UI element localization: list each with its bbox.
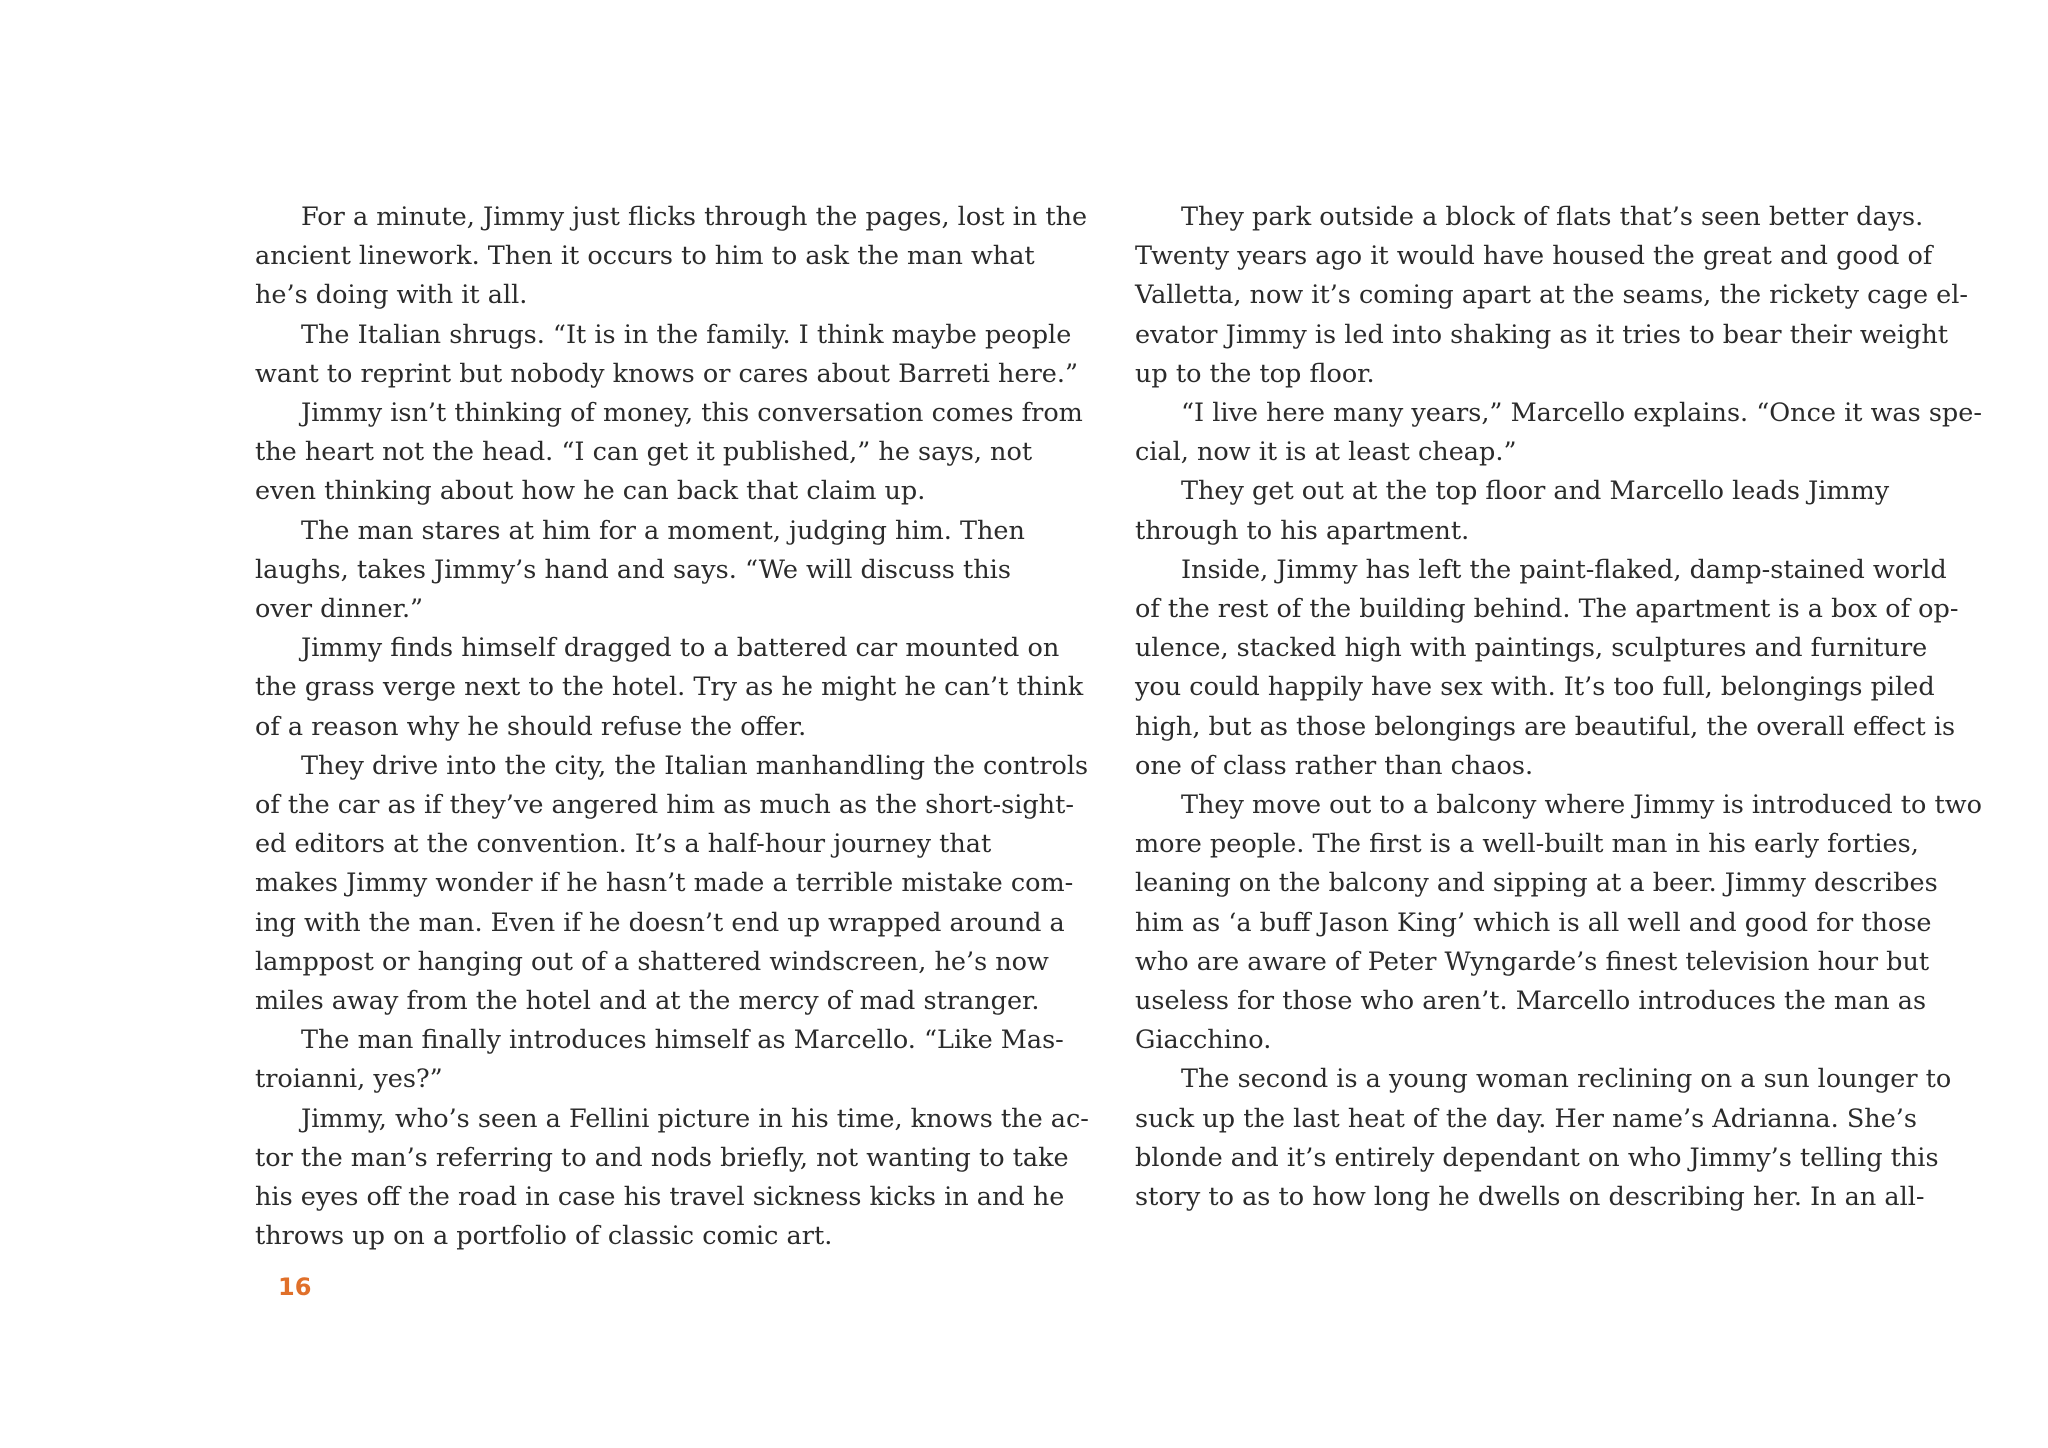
text-line: even thinking about how he can back that claim up. [255, 476, 926, 507]
text-line: of the rest of the building behind. The apartment is a box of op- [1135, 594, 1959, 625]
text-line: suck up the last heat of the day. Her name’s Adrianna. She’s [1135, 1103, 1917, 1134]
text-line: through to his apartment. [1135, 515, 1470, 546]
left-page-text [255, 198, 1089, 1256]
text-line: They move out to a balcony where Jimmy is introduced to two [1181, 790, 1982, 821]
text-line: They park outside a block of flats that’s seen better days. [1181, 202, 1924, 232]
text-line: They get out at the top floor and Marcello leads Jimmy [1181, 476, 1890, 507]
text-line: ed editors at the convention. It’s a half-hour journey that [255, 829, 992, 860]
text-line: high, but as those belongings are beautiful, the overall effect is [1135, 711, 1956, 742]
text-line: Jimmy isn’t thinking of money, this conversation comes from [301, 398, 1083, 429]
paragraph [255, 1100, 1089, 1257]
paragraph [1135, 198, 1969, 394]
text-line: For a minute, Jimmy just flicks through the pages, lost in the [301, 202, 1088, 232]
text-line: you could happily have sex with. It’s too full, belongings piled [1135, 672, 1935, 703]
text-line: of the car as if they’ve angered him as much as the short-sight- [255, 790, 1074, 821]
paragraph [255, 394, 1083, 512]
text-line: Valletta, now it’s coming apart at the seams, the rickety cage el- [1135, 280, 1969, 311]
text-line: laughs, takes Jimmy’s hand and says. “We will discuss this [255, 554, 1011, 585]
text-line: “I live here many years,” Marcello explains. “Once it was spe- [1181, 398, 1982, 429]
paragraph [1135, 1060, 1952, 1217]
text-line: Twenty years ago it would have housed the great and good of [1135, 241, 1933, 272]
text-line: The man finally introduces himself as Marcello. “Like Mas- [301, 1025, 1064, 1056]
text-line: his eyes off the road in case his travel sickness kicks in and he [255, 1182, 1065, 1213]
text-line: useless for those who aren’t. Marcello introduces the man as [1135, 986, 1927, 1017]
text-line: Inside, Jimmy has left the paint-flaked, damp-stained world [1181, 554, 1947, 585]
paragraph [255, 747, 1089, 1021]
text-line: blonde and it’s entirely dependant on who Jimmy’s telling this [1135, 1142, 1939, 1173]
text-line: over dinner.” [255, 594, 424, 625]
text-line: ulence, stacked high with paintings, sculptures and furniture [1135, 633, 1928, 664]
text-line: cial, now it is at least cheap.” [1135, 437, 1517, 468]
text-line: more people. The first is a well-built man in his early forties, [1135, 829, 1919, 860]
text-line: The Italian shrugs. “It is in the family. I think maybe people [301, 319, 1072, 350]
paragraph [255, 198, 1088, 316]
text-line: miles away from the hotel and at the mercy of mad stranger. [255, 986, 1040, 1017]
paragraph [1135, 786, 1982, 1060]
text-line: one of class rather than chaos. [1135, 750, 1534, 781]
text-line: the heart not the head. “I can get it published,” he says, not [255, 437, 1033, 468]
text-line: leaning on the balcony and sipping at a beer. Jimmy describes [1135, 868, 1938, 899]
text-line: of a reason why he should refuse the offer. [255, 711, 807, 742]
paragraph [1135, 472, 1940, 550]
paragraph [255, 316, 1078, 394]
text-line: evator Jimmy is led into shaking as it tries to bear their weight [1135, 319, 1948, 350]
paragraph [255, 1021, 1064, 1099]
text-line: want to reprint but nobody knows or cares about Barreti here.” [255, 358, 1078, 389]
text-line: The second is a young woman reclining on a sun lounger to [1181, 1064, 1952, 1095]
text-line: They drive into the city, the Italian manhandling the controls [301, 750, 1089, 781]
text-line: he’s doing with it all. [255, 280, 528, 311]
text-line: tor the man’s referring to and nods briefly, not wanting to take [255, 1142, 1069, 1173]
paragraph [1135, 394, 1982, 472]
text-line: throws up on a portfolio of classic comic art. [255, 1221, 833, 1252]
text-line: ing with the man. Even if he doesn’t end up wrapped around a [255, 907, 1065, 938]
text-line: him as ‘a buff Jason King’ which is all well and good for those [1135, 907, 1932, 938]
page-number: 16 [278, 1273, 312, 1301]
paragraph [255, 629, 1084, 747]
text-line: Jimmy finds himself dragged to a battered car mounted on [301, 633, 1060, 664]
text-line: The man stares at him for a moment, judging him. Then [301, 515, 1025, 546]
text-line: makes Jimmy wonder if he hasn’t made a terrible mistake com- [255, 868, 1074, 899]
text-line: story to as to how long he dwells on describing her. In an all- [1135, 1182, 1925, 1213]
right-page-text [1135, 198, 1982, 1217]
text-line: ancient linework. Then it occurs to him to ask the man what [255, 241, 1035, 272]
text-line: troianni, yes?” [255, 1064, 443, 1095]
text-line: lamppost or hanging out of a shattered windscreen, he’s now [255, 946, 1049, 977]
text-line: up to the top floor. [1135, 358, 1375, 389]
paragraph [255, 512, 1052, 630]
paragraph [1135, 551, 1959, 786]
text-line: Jimmy, who’s seen a Fellini picture in his time, knows the ac- [301, 1103, 1089, 1134]
text-line: who are aware of Peter Wyngarde’s finest television hour but [1135, 946, 1930, 977]
text-line: the grass verge next to the hotel. Try as he might he can’t think [255, 672, 1084, 703]
text-line: Giacchino. [1135, 1025, 1272, 1056]
